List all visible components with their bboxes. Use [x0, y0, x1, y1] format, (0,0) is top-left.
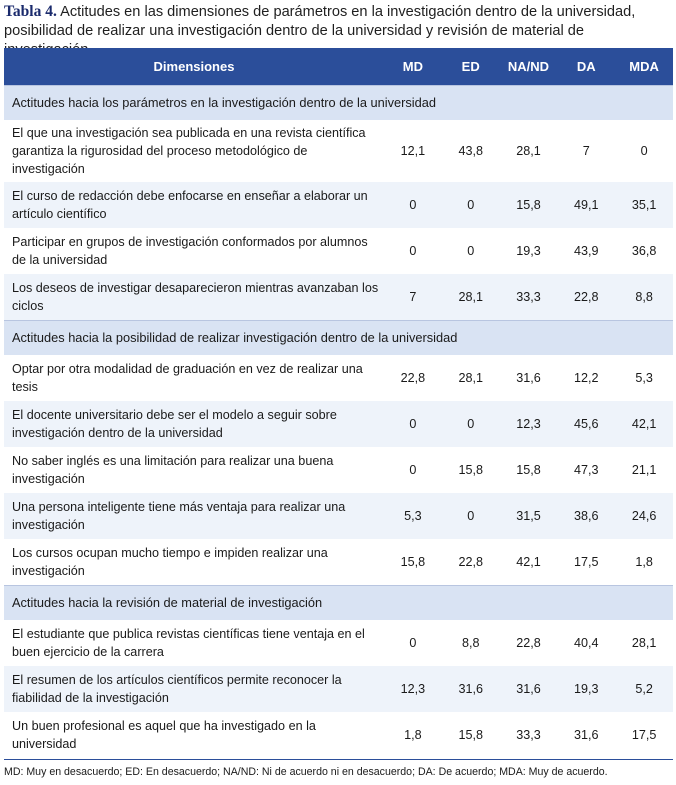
row-value-ed: 15,8	[442, 447, 500, 493]
row-value-da: 22,8	[557, 274, 615, 321]
row-value-da: 40,4	[557, 620, 615, 666]
table-row	[4, 182, 673, 228]
table-bottom-rule	[4, 759, 673, 760]
row-value-md: 0	[384, 401, 442, 447]
row-value-na-nd: 31,6	[500, 355, 558, 401]
row-dimension-label: Los cursos ocupan mucho tiempo e impiden realizar una investigación	[4, 539, 384, 586]
row-dimension-label: El estudiante que publica revistas científicas tiene ventaja en el buen ejercicio de la carrera	[4, 620, 384, 666]
row-value-na-nd: 33,3	[500, 712, 558, 758]
row-value-md: 22,8	[384, 355, 442, 401]
row-value-da: 47,3	[557, 447, 615, 493]
row-value-mda: 0	[615, 120, 673, 182]
table-row	[4, 274, 673, 321]
row-value-mda: 8,8	[615, 274, 673, 321]
row-value-ed: 8,8	[442, 620, 500, 666]
column-header-dimensiones: Dimensiones	[4, 48, 384, 86]
row-value-md: 0	[384, 228, 442, 274]
row-value-na-nd: 28,1	[500, 120, 558, 182]
table-header-row	[4, 48, 673, 86]
row-value-md: 0	[384, 620, 442, 666]
row-value-ed: 28,1	[442, 355, 500, 401]
table-row	[4, 666, 673, 712]
group-row	[4, 86, 673, 121]
row-dimension-label: Optar por otra modalidad de graduación en vez de realizar una tesis	[4, 355, 384, 401]
row-dimension-label: El curso de redacción debe enfocarse en enseñar a elaborar un artículo científico	[4, 182, 384, 228]
row-value-md: 12,3	[384, 666, 442, 712]
table-row	[4, 355, 673, 401]
row-value-mda: 35,1	[615, 182, 673, 228]
group-row	[4, 321, 673, 356]
row-value-md: 7	[384, 274, 442, 321]
row-value-da: 31,6	[557, 712, 615, 758]
table-caption-label: Tabla 4.	[4, 3, 57, 20]
row-dimension-label: Un buen profesional es aquel que ha investigado en la universidad	[4, 712, 384, 758]
table-body	[4, 86, 673, 759]
table-caption-text: Actitudes en las dimensiones de parámetros en la investigación dentro de la universidad, posibilidad de realizar una investigación dentro de la universidad y revisión de material de	[4, 4, 636, 39]
row-value-na-nd: 31,6	[500, 666, 558, 712]
row-value-ed: 0	[442, 228, 500, 274]
table-row	[4, 228, 673, 274]
column-header-na-nd: NA/ND	[500, 48, 558, 86]
row-dimension-label: Participar en grupos de investigación conformados por alumnos de la universidad	[4, 228, 384, 274]
row-value-na-nd: 12,3	[500, 401, 558, 447]
column-header-mda: MDA	[615, 48, 673, 86]
row-value-ed: 22,8	[442, 539, 500, 586]
row-value-ed: 28,1	[442, 274, 500, 321]
group-row	[4, 586, 673, 621]
row-value-ed: 15,8	[442, 712, 500, 758]
row-value-na-nd: 33,3	[500, 274, 558, 321]
row-value-mda: 17,5	[615, 712, 673, 758]
table-row	[4, 712, 673, 758]
row-value-da: 49,1	[557, 182, 615, 228]
row-value-md: 12,1	[384, 120, 442, 182]
column-header-da: DA	[557, 48, 615, 86]
row-dimension-label: Los deseos de investigar desaparecieron mientras avanzaban los ciclos	[4, 274, 384, 321]
row-value-mda: 5,2	[615, 666, 673, 712]
row-value-na-nd: 19,3	[500, 228, 558, 274]
table-row	[4, 493, 673, 539]
table-row	[4, 447, 673, 493]
column-header-ed: ED	[442, 48, 500, 86]
row-dimension-label: No saber inglés es una limitación para realizar una buena investigación	[4, 447, 384, 493]
row-dimension-label: El resumen de los artículos científicos permite reconocer la fiabilidad de la investigación	[4, 666, 384, 712]
row-value-da: 19,3	[557, 666, 615, 712]
row-value-mda: 42,1	[615, 401, 673, 447]
row-dimension-label: Una persona inteligente tiene más ventaja para realizar una investigación	[4, 493, 384, 539]
attitudes-table	[4, 48, 673, 758]
table-row	[4, 120, 673, 182]
row-value-na-nd: 31,5	[500, 493, 558, 539]
row-value-da: 43,9	[557, 228, 615, 274]
row-value-na-nd: 22,8	[500, 620, 558, 666]
row-value-ed: 43,8	[442, 120, 500, 182]
table-row	[4, 401, 673, 447]
row-value-da: 38,6	[557, 493, 615, 539]
group-title: Actitudes hacia los parámetros en la investigación dentro de la universidad	[4, 86, 673, 121]
table-row	[4, 539, 673, 586]
row-dimension-label: El docente universitario debe ser el modelo a seguir sobre investigación dentro de la universidad	[4, 401, 384, 447]
row-value-md: 1,8	[384, 712, 442, 758]
row-value-md: 0	[384, 182, 442, 228]
row-value-ed: 0	[442, 493, 500, 539]
row-value-md: 15,8	[384, 539, 442, 586]
row-value-mda: 1,8	[615, 539, 673, 586]
group-title: Actitudes hacia la posibilidad de realizar investigación dentro de la universidad	[4, 321, 673, 356]
row-value-mda: 5,3	[615, 355, 673, 401]
column-header-md: MD	[384, 48, 442, 86]
row-value-da: 7	[557, 120, 615, 182]
row-value-na-nd: 42,1	[500, 539, 558, 586]
row-value-ed: 31,6	[442, 666, 500, 712]
row-value-mda: 21,1	[615, 447, 673, 493]
row-value-ed: 0	[442, 401, 500, 447]
row-value-na-nd: 15,8	[500, 447, 558, 493]
row-value-da: 12,2	[557, 355, 615, 401]
row-value-md: 0	[384, 447, 442, 493]
row-value-mda: 36,8	[615, 228, 673, 274]
row-value-md: 5,3	[384, 493, 442, 539]
table-row	[4, 620, 673, 666]
row-dimension-label: El que una investigación sea publicada en una revista científica garantiza la rigurosidad del proceso metodológico de investigación	[4, 120, 384, 182]
row-value-da: 45,6	[557, 401, 615, 447]
row-value-na-nd: 15,8	[500, 182, 558, 228]
row-value-ed: 0	[442, 182, 500, 228]
group-title: Actitudes hacia la revisión de material de investigación	[4, 586, 673, 621]
row-value-da: 17,5	[557, 539, 615, 586]
table-footnote: MD: Muy en desacuerdo; ED: En desacuerdo; NA/ND: Ni de acuerdo ni en desacuerdo; DA: De acuerdo; MDA: Muy de acuerdo.	[4, 766, 608, 778]
row-value-mda: 28,1	[615, 620, 673, 666]
row-value-mda: 24,6	[615, 493, 673, 539]
